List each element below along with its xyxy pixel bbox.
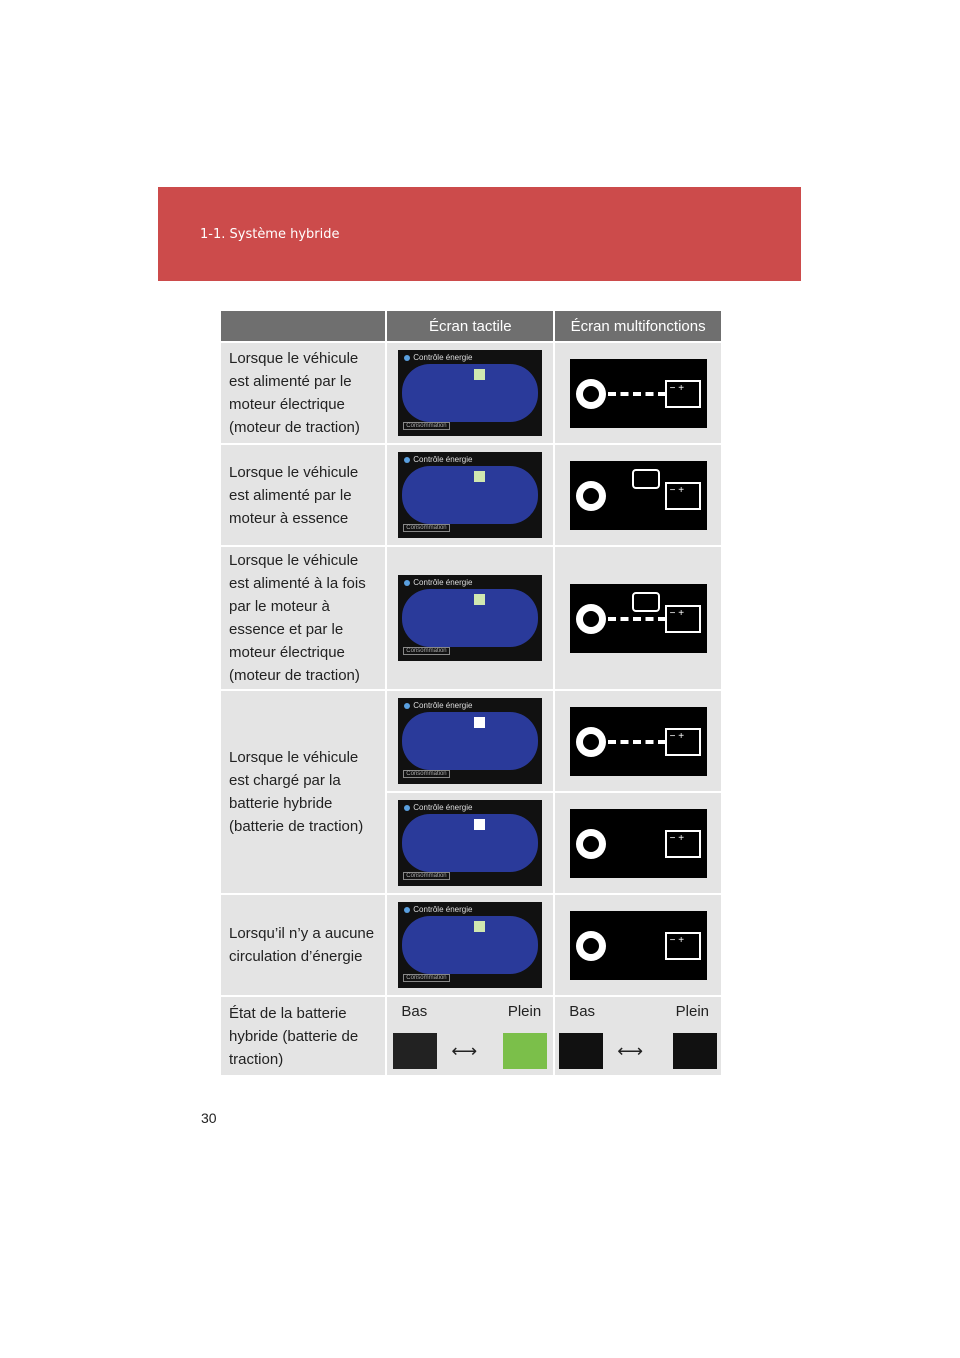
table-row	[221, 893, 721, 995]
page-number: 30	[201, 1110, 217, 1126]
battery-state-row	[221, 995, 721, 1075]
multifunction-image	[570, 359, 707, 428]
row-label: Lorsqu’il n’y a aucune circulation d’énergie	[221, 893, 385, 995]
header-multifunction: Écran multifonctions	[553, 311, 721, 341]
screen-title: Contrôle énergie	[404, 353, 472, 362]
touchscreen-image: Contrôle énergie Consommation	[398, 575, 542, 661]
row-label: Lorsque le véhicule est alimenté par le moteur à essence	[221, 443, 385, 545]
full-label: Plein	[675, 1003, 709, 1020]
table-row	[221, 341, 721, 443]
touchscreen-image: Contrôle énergie Consommation	[398, 350, 542, 436]
battery-full-icon	[673, 1033, 717, 1069]
row-label: Lorsque le véhicule est chargé par la batterie hybride (batterie de traction)	[221, 689, 385, 893]
battery-full-icon	[503, 1033, 547, 1069]
touchscreen-image: Contrôle énergie Consommation	[398, 698, 542, 784]
multifunction-image	[570, 809, 707, 878]
battery-low-icon	[393, 1033, 437, 1069]
battery-low-icon	[559, 1033, 603, 1069]
touchscreen-image: Contrôle énergie Consommation	[398, 902, 542, 988]
multifunction-image	[570, 461, 707, 530]
multifunction-image	[570, 911, 707, 980]
row-label: Lorsque le véhicule est alimenté par le moteur électrique (moteur de traction)	[221, 341, 385, 443]
double-arrow-icon: ⟷	[617, 1041, 644, 1061]
empty-header	[221, 311, 385, 341]
multifunction-image	[570, 707, 707, 776]
low-label: Bas	[569, 1003, 596, 1020]
section-title: 1-1. Système hybride	[200, 227, 340, 242]
page-header	[158, 187, 801, 281]
row-label: Lorsque le véhicule est alimenté à la fois par le moteur à essence et par le moteur électrique (moteur de traction)	[221, 545, 385, 689]
touchscreen-image: Contrôle énergie Consommation	[398, 800, 542, 886]
full-label: Plein	[507, 1003, 542, 1020]
double-arrow-icon: ⟷	[451, 1041, 478, 1061]
table-row	[221, 689, 721, 791]
energy-table	[221, 311, 721, 1075]
table-header-row	[221, 311, 721, 341]
table-row	[221, 545, 721, 689]
low-label: Bas	[401, 1003, 428, 1020]
table-row	[221, 443, 721, 545]
touchscreen-image: Contrôle énergie Consommation	[398, 452, 542, 538]
header-touchscreen: Écran tactile	[385, 311, 553, 341]
row-label: État de la batterie hybride (batterie de traction)	[221, 995, 385, 1075]
multifunction-image	[570, 584, 707, 653]
